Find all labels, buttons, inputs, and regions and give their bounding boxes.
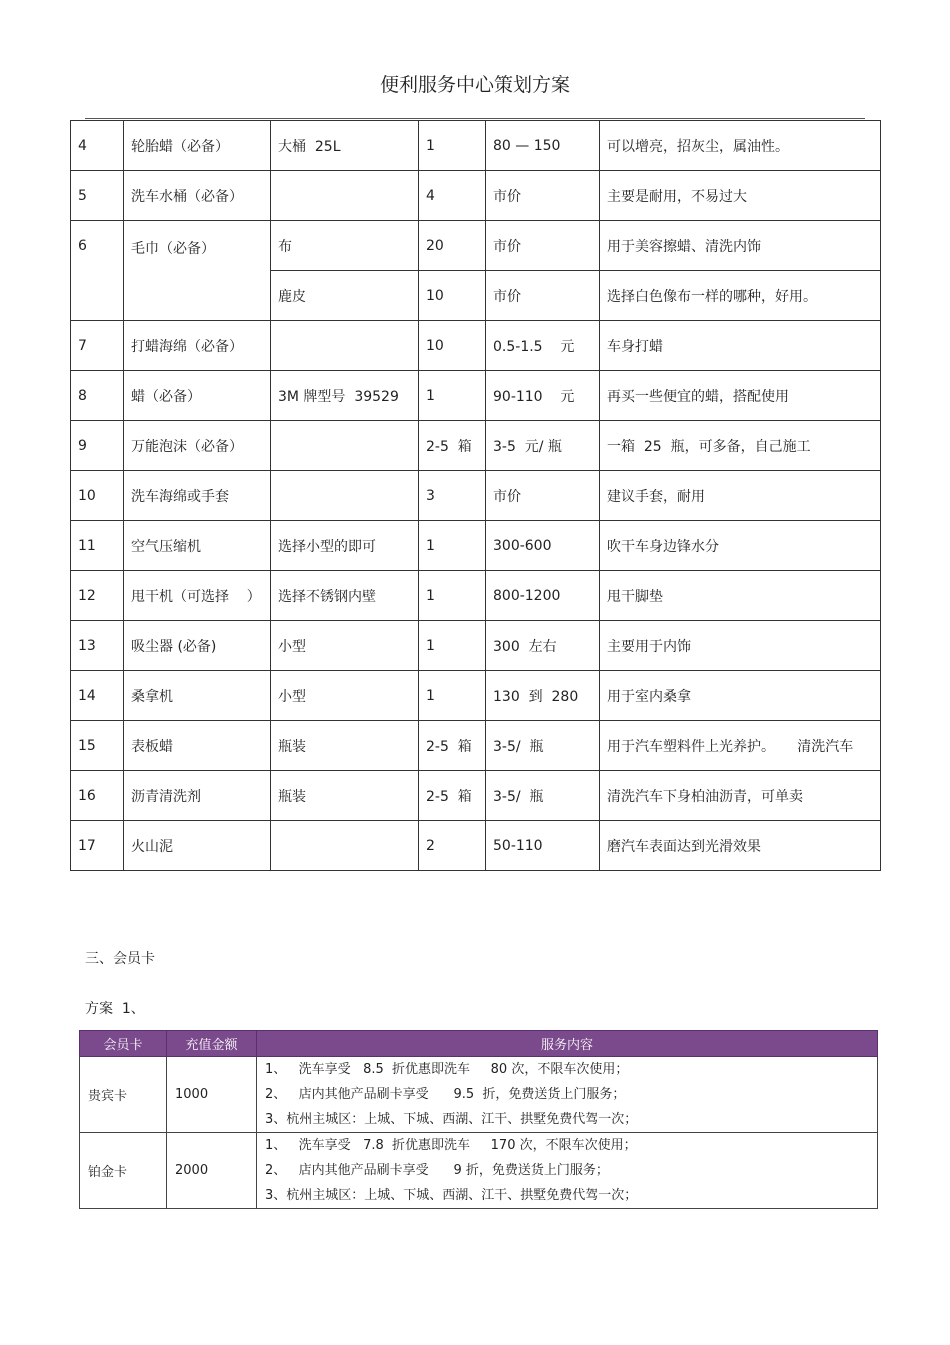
item-qty: 1 <box>419 621 486 671</box>
item-name: 火山泥 <box>124 821 271 871</box>
item-spec: 小型 <box>271 621 419 671</box>
page-title: 便利服务中心策划方案 <box>379 74 570 96</box>
item-note: 用于汽车塑料件上光养护。 清洗汽车 <box>600 721 881 771</box>
item-spec <box>271 821 419 871</box>
item-price: 0.5-1.5 元 <box>486 321 600 371</box>
item-note: 车身打蜡 <box>600 321 881 371</box>
item-qty: 2-5 箱 <box>419 771 486 821</box>
item-qty: 2 <box>419 821 486 871</box>
item-note: 磨汽车表面达到光滑效果 <box>600 821 881 871</box>
item-note: 建议手套，耐用 <box>600 471 881 521</box>
item-name: 桑拿机 <box>124 671 271 721</box>
item-qty: 1 <box>419 521 486 571</box>
item-price: 300 左右 <box>486 621 600 671</box>
item-spec: 瓶装 <box>271 771 419 821</box>
service-line: 1、 洗车享受 8.5 折优惠即洗车 80 次，不限车次使用； <box>265 1062 629 1077</box>
item-no: 7 <box>71 321 124 371</box>
table-row <box>71 771 881 821</box>
item-name: 表板蜡 <box>124 721 271 771</box>
service-line: 2、 店内其他产品刷卡享受 9 折，免费送货上门服务； <box>265 1163 609 1178</box>
item-note: 一箱 25 瓶，可多备，自己施工 <box>600 421 881 471</box>
card-amount: 2000 <box>167 1133 257 1209</box>
item-note: 甩干脚垫 <box>600 571 881 621</box>
item-spec <box>271 171 419 221</box>
card-name: 贵宾卡 <box>80 1057 167 1133</box>
item-qty: 3 <box>419 471 486 521</box>
section-heading: 三、会员卡 <box>85 951 155 967</box>
item-no: 6 <box>71 221 124 321</box>
item-no: 14 <box>71 671 124 721</box>
item-price: 市价 <box>486 221 600 271</box>
item-spec: 小型 <box>271 671 419 721</box>
item-no: 17 <box>71 821 124 871</box>
item-note: 用于美容擦蜡、清洗内饰 <box>600 221 881 271</box>
item-price: 90-110 元 <box>486 371 600 421</box>
item-qty: 1 <box>419 121 486 171</box>
service-line: 3、杭州主城区：上城、下城、西湖、江干、拱墅免费代驾一次； <box>265 1112 638 1127</box>
header-services: 服务内容 <box>257 1031 878 1057</box>
item-price: 130 到 280 <box>486 671 600 721</box>
item-price: 市价 <box>486 271 600 321</box>
table-row <box>71 621 881 671</box>
table-row <box>71 571 881 621</box>
header-card: 会员卡 <box>80 1031 167 1057</box>
item-no: 15 <box>71 721 124 771</box>
item-qty: 2-5 箱 <box>419 421 486 471</box>
table-row <box>71 521 881 571</box>
card-services <box>257 1133 878 1209</box>
item-spec: 布 <box>271 221 419 271</box>
table-row <box>71 121 881 171</box>
item-name: 洗车海绵或手套 <box>124 471 271 521</box>
item-price: 3-5 元/ 瓶 <box>486 421 600 471</box>
item-price: 50-110 <box>486 821 600 871</box>
item-name: 空气压缩机 <box>124 521 271 571</box>
item-note: 再买一些便宜的蜡，搭配使用 <box>600 371 881 421</box>
item-qty: 1 <box>419 371 486 421</box>
item-spec: 大桶 25L <box>271 121 419 171</box>
equipment-table <box>70 120 881 871</box>
item-no: 13 <box>71 621 124 671</box>
table-row <box>71 421 881 471</box>
table-row <box>71 471 881 521</box>
item-no: 4 <box>71 121 124 171</box>
table-row <box>71 371 881 421</box>
item-name: 吸尘器 (必备) <box>124 621 271 671</box>
service-line: 2、 店内其他产品刷卡享受 9.5 折，免费送货上门服务； <box>265 1087 626 1102</box>
item-spec: 鹿皮 <box>271 271 419 321</box>
item-name: 蜡（必备） <box>124 371 271 421</box>
item-price: 市价 <box>486 471 600 521</box>
item-spec: 选择小型的即可 <box>271 521 419 571</box>
item-note: 用于室内桑拿 <box>600 671 881 721</box>
table-row <box>80 1133 878 1209</box>
item-no: 12 <box>71 571 124 621</box>
table-row <box>71 821 881 871</box>
item-spec: 3M 牌型号 39529 <box>271 371 419 421</box>
item-no: 5 <box>71 171 124 221</box>
item-note: 可以增亮，招灰尘，属油性。 <box>600 121 881 171</box>
table-row <box>71 221 881 271</box>
item-price: 3-5/ 瓶 <box>486 721 600 771</box>
item-no: 9 <box>71 421 124 471</box>
item-qty: 2-5 箱 <box>419 721 486 771</box>
item-qty: 10 <box>419 321 486 371</box>
card-name: 铂金卡 <box>80 1133 167 1209</box>
item-qty: 1 <box>419 571 486 621</box>
item-spec: 瓶装 <box>271 721 419 771</box>
item-spec <box>271 321 419 371</box>
item-name: 轮胎蜡（必备） <box>124 121 271 171</box>
item-name: 打蜡海绵（必备） <box>124 321 271 371</box>
item-qty: 4 <box>419 171 486 221</box>
item-name: 万能泡沫（必备） <box>124 421 271 471</box>
table-header-row <box>80 1031 878 1057</box>
table-row <box>80 1057 878 1133</box>
item-spec <box>271 421 419 471</box>
item-note: 吹干车身边锋水分 <box>600 521 881 571</box>
item-note: 主要用于内饰 <box>600 621 881 671</box>
item-spec <box>271 471 419 521</box>
item-qty: 20 <box>419 221 486 271</box>
item-name: 毛巾（必备） <box>124 221 271 321</box>
item-note: 清洗汽车下身柏油沥青，可单卖 <box>600 771 881 821</box>
plan-label: 方案 1、 <box>85 1001 145 1017</box>
item-no: 10 <box>71 471 124 521</box>
table-row <box>71 171 881 221</box>
item-name: 沥青清洗剂 <box>124 771 271 821</box>
card-services <box>257 1057 878 1133</box>
item-price: 3-5/ 瓶 <box>486 771 600 821</box>
table-row <box>71 721 881 771</box>
item-no: 8 <box>71 371 124 421</box>
item-name: 洗车水桶（必备） <box>124 171 271 221</box>
header-amount: 充值金额 <box>167 1031 257 1057</box>
item-price: 市价 <box>486 171 600 221</box>
item-note: 主要是耐用，不易过大 <box>600 171 881 221</box>
service-line: 1、 洗车享受 7.8 折优惠即洗车 170 次，不限车次使用； <box>265 1138 637 1153</box>
item-price: 80 — 150 <box>486 121 600 171</box>
item-qty: 1 <box>419 671 486 721</box>
item-no: 11 <box>71 521 124 571</box>
item-qty: 10 <box>419 271 486 321</box>
item-no: 16 <box>71 771 124 821</box>
service-line: 3、杭州主城区：上城、下城、西湖、江干、拱墅免费代驾一次； <box>265 1188 638 1203</box>
card-amount: 1000 <box>167 1057 257 1133</box>
item-spec: 选择不锈钢内壁 <box>271 571 419 621</box>
item-name: 甩干机（可选择 ） <box>124 571 271 621</box>
item-price: 800-1200 <box>486 571 600 621</box>
title-rule <box>85 118 865 119</box>
table-row <box>71 321 881 371</box>
table-row <box>71 671 881 721</box>
item-price: 300-600 <box>486 521 600 571</box>
membership-table <box>79 1030 878 1209</box>
item-note: 选择白色像布一样的哪种，好用。 <box>600 271 881 321</box>
